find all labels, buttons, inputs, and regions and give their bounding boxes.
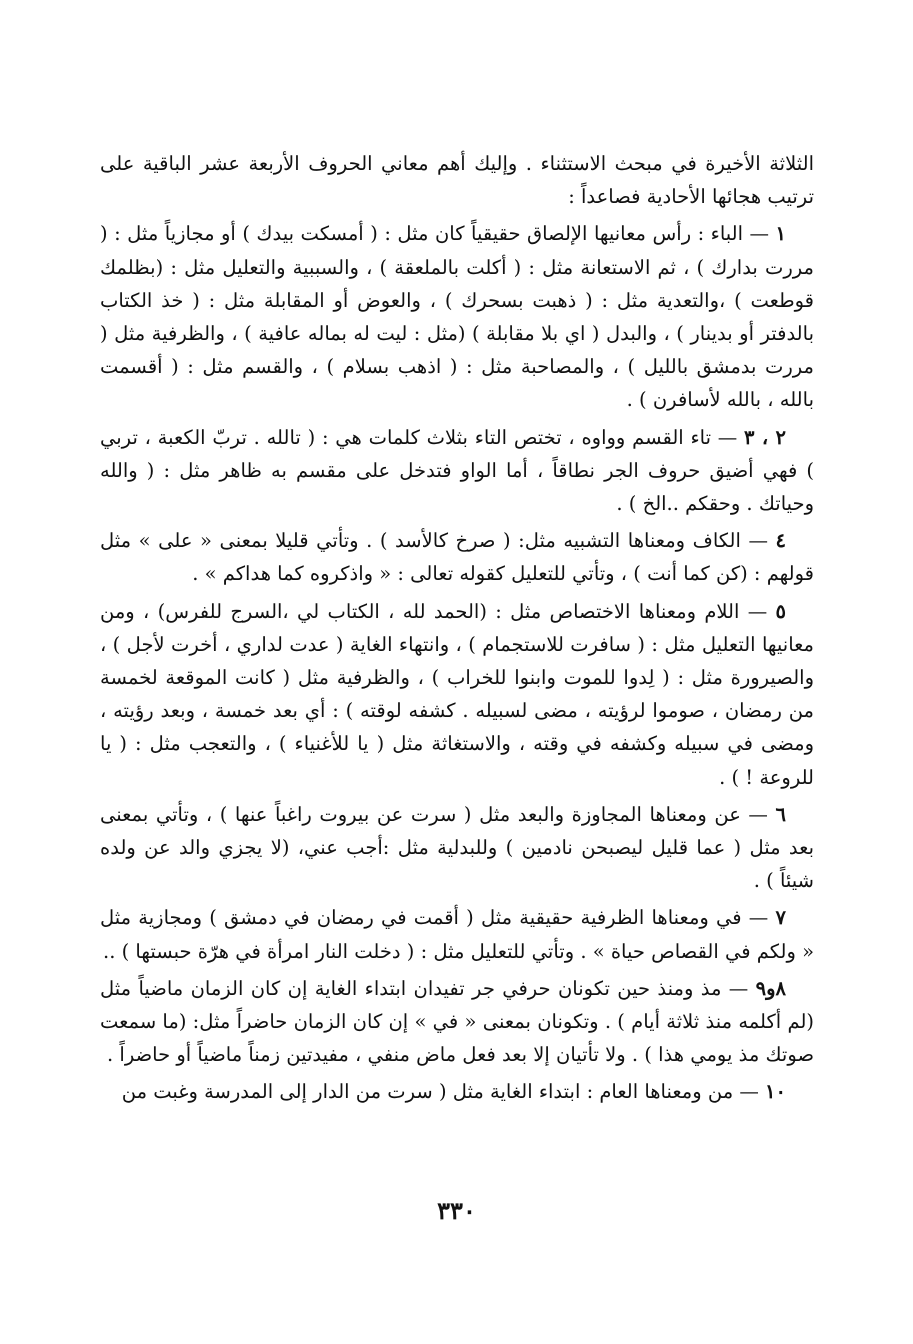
intro-paragraph: الثلاثة الأخيرة في مبحث الاستثناء . وإليك أهم معاني الحروف الأربعة عشر الباقية على ترتيب هجائها الأحادية فصاعداً : xyxy=(100,152,814,209)
entry-number: ٤ xyxy=(775,529,787,553)
entry-fi xyxy=(100,901,814,967)
entry-number: ٢ ، ٣ xyxy=(744,425,787,449)
entry-number: ٥ xyxy=(775,599,787,623)
entry-text: — مذ ومنذ حين تكونان حرفي جر تفيدان ابتداء الغاية إن كان الزمان ماضياً مثل (لم أكلمه منذ ثلاثة أيام ) . وتكونان بمعنى « في » إن كان الزمان حاضراً مثل: (ما سمعت صوتك مذ يومي هذا ) . ولا تأتيان إلا بعد فعل ماض منفي ، مفيدتين زمناً ماضياً أو حاضراً . xyxy=(100,976,814,1067)
entry-text: — من ومعناها العام : ابتداء الغاية مثل ( سرت من الدار إلى المدرسة وغبت من xyxy=(121,1080,759,1104)
entry-number: ٨و٩ xyxy=(755,976,787,1000)
page-number: ٣٣٠ xyxy=(437,1196,476,1225)
entry-kaf xyxy=(100,524,814,590)
entry-mudh-mundhu xyxy=(100,972,814,1072)
entry-lam xyxy=(100,595,814,794)
entry-number: ١٠ xyxy=(765,1080,786,1104)
entry-min xyxy=(100,1075,814,1108)
page-body xyxy=(100,147,814,1109)
entry-number: ٦ xyxy=(775,802,786,826)
entry-text: — اللام ومعناها الاختصاص مثل : (الحمد لله ، الكتاب لي ،السرج للفرس) ، ومن معانيها التعليل مثل : ( سافرت للاستجمام ) ، وانتهاء الغاية ( عدت لداري ، أخرت لأجل ) ، والصيرورة مثل : ( لِدوا للموت وابنوا للخراب ) ، والظرفية مثل ( كانت الموقعة لخمسة من رمضان ، صوموا لرؤيته ، مضى لسبيله . كشفه لوقته ) : أي بعد خمسة ، وبعد رؤيته ، ومضى في سبيله وكشفه في وقته ، والاستغاثة مثل ( يا للأغنياء ) ، والتعجب مثل : ( يا للروعة ! ) . xyxy=(100,599,814,789)
entry-ba xyxy=(100,217,814,416)
entry-text: — تاء القسم وواوه ، تختص التاء بثلاث كلمات هي : ( تالله . تربّ الكعبة ، تربي ) فهي أضيق حروف الجر نطاقاً ، أما الواو فتدخل على مقسم به ظاهر مثل : ( والله وحياتك . وحقكم ..الخ ) . xyxy=(100,425,814,516)
entry-text: — الكاف ومعناها التشبيه مثل: ( صرخ كالأسد ) . وتأتي قليلا بمعنى « على » مثل قولهم : (كن كما أنت ) ، وتأتي للتعليل كقوله تعالى : « واذكروه كما هداكم » . xyxy=(100,529,814,586)
entry-ta-waw xyxy=(100,421,814,521)
entry-text: — الباء : رأس معانيها الإلصاق حقيقياً كان مثل : ( أمسكت بيدك ) أو مجازياً مثل : ( مررت بدارك ) ، ثم الاستعانة مثل : ( أكلت بالملعقة ) ، والسببية والتعليل مثل : (بظلمك قوطعت ) ،والتعدية مثل : ( ذهبت بسحرك ) ، والعوض أو المقابلة مثل : ( خذ الكتاب بالدفتر أو بدينار ) ، والبدل ( اي بلا مقابلة ) (مثل : ليت له بماله عافية ) ، والظرفية مثل ( مررت بدمشق بالليل ) ، والمصاحبة مثل : ( اذهب بسلام ) ، والقسم مثل : ( أقسمت بالله ، بالله لأسافرن ) . xyxy=(100,222,814,412)
entry-number: ١ xyxy=(775,222,786,246)
entry-text: — في ومعناها الظرفية حقيقية مثل ( أقمت في رمضان في دمشق ) ومجازية مثل « ولكم في القصاص حياة » . وتأتي للتعليل مثل : ( دخلت النار امرأة في هرّة حبستها ) .. xyxy=(100,906,814,963)
entry-number: ٧ xyxy=(775,906,787,930)
entry-an xyxy=(100,798,814,898)
entry-text: — عن ومعناها المجاوزة والبعد مثل ( سرت عن بيروت راغباً عنها ) ، وتأتي بمعنى بعد مثل ( عما قليل ليصبحن نادمين ) وللبدلية مثل :أجب عني، (لا يجزي والد عن ولده شيئاً ) . xyxy=(100,802,814,893)
